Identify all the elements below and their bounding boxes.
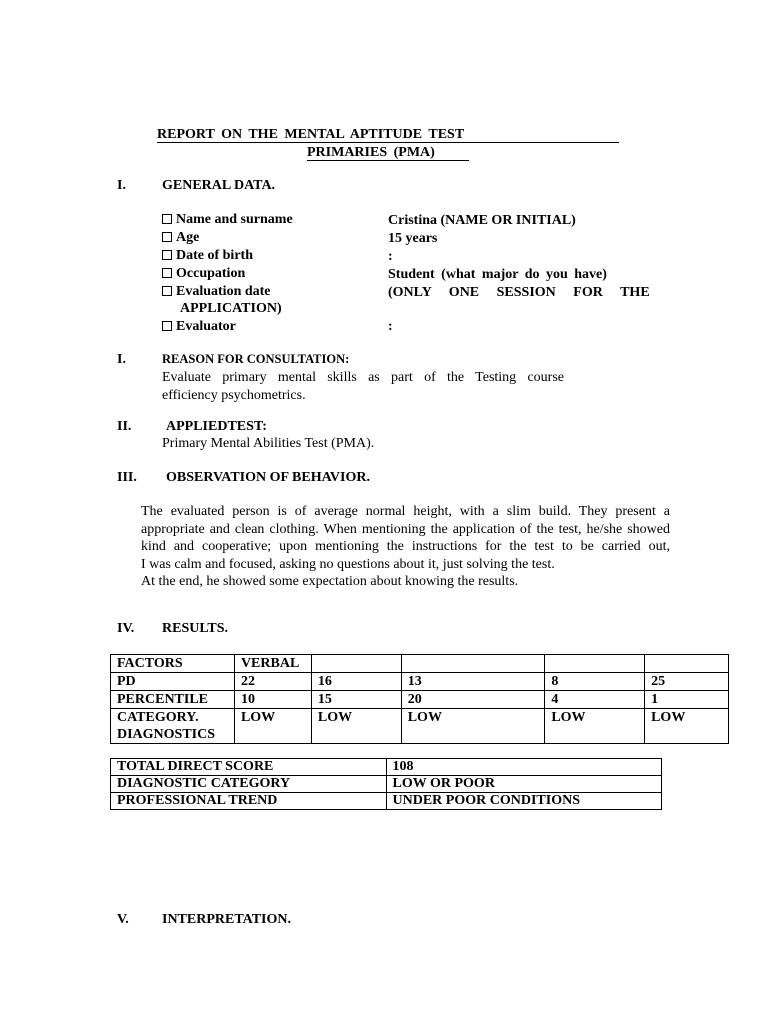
report-title-line2: PRIMARIES (PMA): [307, 145, 435, 160]
table-cell: 25: [645, 673, 729, 691]
general-section-number: I.: [117, 178, 126, 193]
report-title-line1: REPORT ON THE MENTAL APTITUDE TEST: [157, 127, 465, 142]
checkbox-bullet-icon: [162, 214, 172, 224]
checkbox-bullet-icon: [162, 250, 172, 260]
checkbox-bullet-icon: [162, 268, 172, 278]
table-cell: 16: [311, 673, 401, 691]
table-cell: 4: [545, 691, 645, 709]
table-row: [111, 673, 729, 691]
observation-section-number: III.: [117, 470, 137, 485]
results-section-heading: RESULTS.: [162, 621, 229, 636]
reason-section-number: I.: [117, 352, 126, 367]
checkbox-bullet-icon: [162, 321, 172, 331]
observation-line-1: The evaluated person is of average normal height, with a slim build. They present a: [141, 504, 670, 519]
reason-text: [162, 369, 564, 404]
table-cell: PD: [111, 673, 235, 691]
general-value-evaluation-date: (ONLY ONE SESSION FOR THE: [388, 285, 650, 300]
general-item-evaluator: Evaluator: [162, 319, 236, 335]
table-cell: PERCENTILE: [111, 691, 235, 709]
table-row: [111, 776, 662, 793]
general-value-dob: :: [388, 249, 393, 264]
title-underline-1: [157, 142, 619, 143]
checkbox-bullet-icon: [162, 286, 172, 296]
observation-line-3: kind and cooperative; upon mentioning the instructions for the test to be carried out,: [141, 539, 670, 554]
table-cell: LOW: [311, 709, 401, 744]
general-value-name: Cristina (NAME OR INITIAL): [388, 213, 576, 228]
table-cell: [545, 655, 645, 673]
table-cell: TOTAL DIRECT SCORE: [111, 759, 387, 776]
general-item-dob: Date of birth: [162, 248, 253, 264]
table-row: [111, 793, 662, 810]
general-item-name: Name and surname: [162, 212, 293, 228]
applied-section-heading: APPLIEDTEST:: [166, 419, 267, 434]
table-cell: 20: [401, 691, 545, 709]
table-cell: CATEGORY. DIAGNOSTICS: [111, 709, 235, 744]
applied-section-number: II.: [117, 419, 132, 434]
observation-paragraph: [141, 503, 670, 591]
table-cell: 10: [234, 691, 311, 709]
general-value-evaluation-date-cont: APPLICATION): [180, 301, 282, 316]
table-cell: 108: [386, 759, 661, 776]
table-cell: PROFESSIONAL TREND: [111, 793, 387, 810]
table-cell: 8: [545, 673, 645, 691]
results-summary-table: [110, 758, 662, 810]
table-row: [111, 655, 729, 673]
results-factors-table: [110, 654, 729, 744]
table-cell: LOW: [545, 709, 645, 744]
table-cell: LOW: [234, 709, 311, 744]
table-cell: [311, 655, 401, 673]
table-cell: LOW OR POOR: [386, 776, 661, 793]
table-cell: 13: [401, 673, 545, 691]
table-row: [111, 759, 662, 776]
general-item-evaluation-date: Evaluation date: [162, 284, 271, 300]
general-value-evaluator: :: [388, 319, 393, 334]
table-row: [111, 691, 729, 709]
applied-test-text: Primary Mental Abilities Test (PMA).: [162, 436, 375, 451]
table-cell: LOW: [645, 709, 729, 744]
table-cell: VERBAL: [234, 655, 311, 673]
table-cell: 22: [234, 673, 311, 691]
observation-line-2: appropriate and clean clothing. When mentioning the application of the test, he/she showed: [141, 521, 670, 537]
reason-line-1: Evaluate primary mental skills as part of the Testing course: [162, 370, 564, 385]
title-underline-2: [307, 160, 469, 161]
table-row: [111, 709, 729, 744]
interpretation-section-number: V.: [117, 912, 129, 927]
observation-line-5: At the end, he showed some expectation about knowing the results.: [141, 574, 519, 589]
reason-section-heading: REASON FOR CONSULTATION:: [162, 352, 350, 366]
table-cell: [645, 655, 729, 673]
table-cell: LOW: [401, 709, 545, 744]
table-cell: [401, 655, 545, 673]
general-value-age: 15 years: [388, 231, 438, 246]
reason-line-2: efficiency psychometrics.: [162, 387, 306, 403]
interpretation-section-heading: INTERPRETATION.: [162, 912, 292, 927]
table-cell: DIAGNOSTIC CATEGORY: [111, 776, 387, 793]
general-item-age: Age: [162, 230, 199, 246]
checkbox-bullet-icon: [162, 232, 172, 242]
table-cell: UNDER POOR CONDITIONS: [386, 793, 661, 810]
observation-section-heading: OBSERVATION OF BEHAVIOR.: [166, 470, 370, 485]
table-cell: FACTORS: [111, 655, 235, 673]
results-section-number: IV.: [117, 621, 135, 636]
general-value-occupation: Student (what major do you have): [388, 267, 607, 282]
observation-line-4: I was calm and focused, asking no questions about it, just solving the test.: [141, 556, 555, 572]
table-cell: 15: [311, 691, 401, 709]
general-item-occupation: Occupation: [162, 266, 245, 282]
general-section-heading: GENERAL DATA.: [162, 178, 276, 193]
table-cell: 1: [645, 691, 729, 709]
